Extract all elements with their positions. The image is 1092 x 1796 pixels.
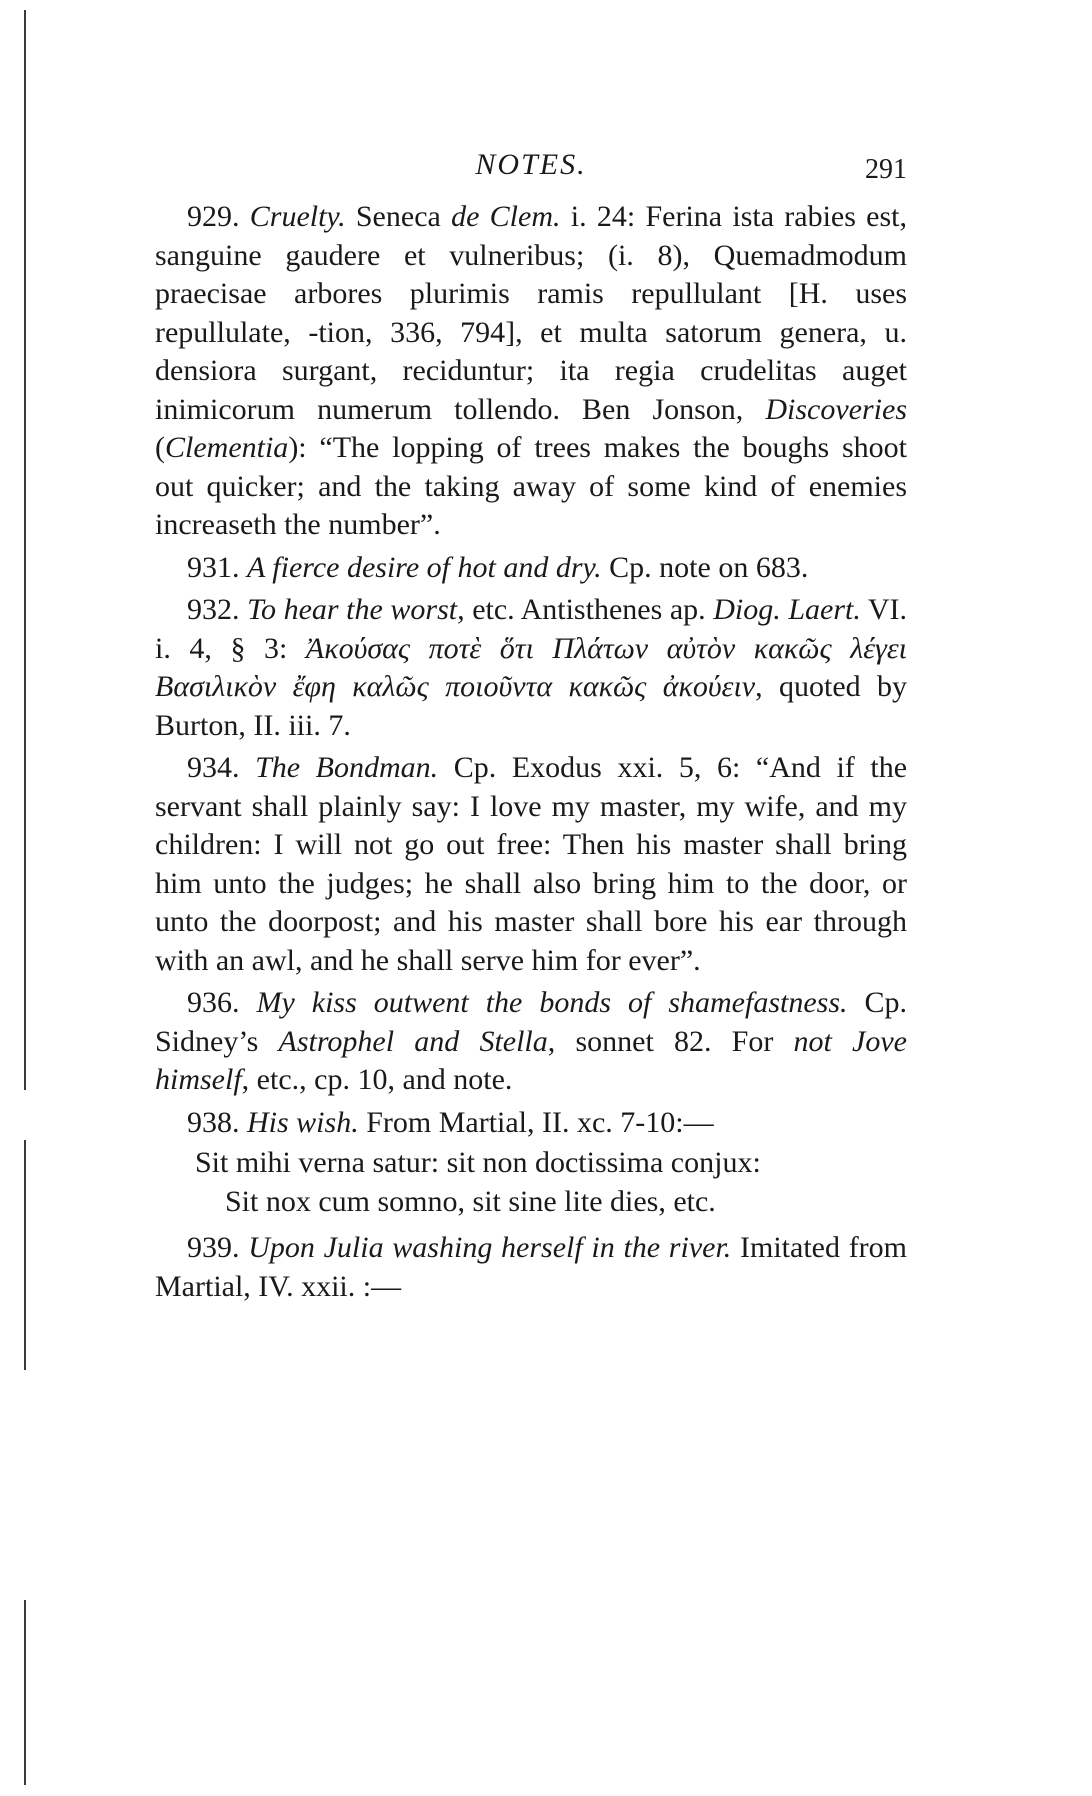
verse-line-2: Sit nox cum somno, sit sine lite dies, etc. — [225, 1184, 716, 1218]
italic-run: not Jove himself — [155, 1024, 907, 1096]
note-body — [366, 1106, 713, 1139]
page-edge-line — [24, 10, 26, 1090]
note-lemma: My kiss outwent the bonds of shamefastness. — [256, 986, 848, 1019]
page — [155, 138, 907, 1310]
note-lemma: The Bondman. — [255, 751, 439, 784]
running-title: NOTES. — [475, 148, 587, 181]
italic-run: Ἀκούσας ποτὲ ὅτι Πλάτων αὐτὸν κακῶς λέγει Βασιλικὸν ἔφη καλῶς ποιοῦντα κακῶς ἀκούειν — [155, 631, 907, 703]
note-number: 931. — [187, 550, 240, 584]
note-body — [155, 200, 907, 541]
note-936 — [155, 984, 907, 1100]
note-lemma: To hear the worst, — [247, 593, 465, 626]
note-lemma: Upon Julia washing herself in the river. — [248, 1231, 732, 1264]
note-931 — [155, 549, 907, 588]
note-body — [609, 551, 808, 584]
note-lemma: A fierce desire of hot and dry. — [247, 550, 602, 584]
text-run: Cp. note on 683. — [609, 550, 809, 584]
italic-run: Clementia — [165, 431, 289, 464]
note-number: 938. — [187, 1105, 240, 1139]
notes-section — [155, 198, 907, 1306]
note-number: 932. — [187, 593, 240, 626]
note-939 — [155, 1229, 907, 1306]
note-number: 936. — [187, 986, 240, 1019]
text-run: VI. i. 4, § 3: — [155, 593, 908, 665]
page-edge-line-lower — [24, 1140, 26, 1370]
text-run: , sonnet 82. For — [547, 1024, 794, 1058]
italic-run: Astrophel and Stella — [278, 1024, 548, 1058]
page-number: 291 — [865, 154, 907, 185]
text-run: Cp. Sidney’s — [155, 986, 907, 1058]
note-932 — [155, 591, 907, 745]
note-lemma: His wish. — [247, 1105, 359, 1139]
text-run: , etc., cp. 10, and note. — [241, 1063, 513, 1096]
text-run: Imitated from Martial, IV. xxii. :— — [155, 1231, 908, 1303]
note-929 — [155, 198, 907, 545]
text-run: Seneca — [355, 200, 452, 233]
italic-run: Discoveries — [765, 392, 907, 426]
note-body — [155, 751, 907, 977]
running-head — [155, 138, 907, 198]
text-run: , quoted by Burton, II. iii. 7. — [155, 670, 907, 742]
italic-run: de Clem. — [451, 200, 561, 233]
text-run: From Martial, II. xc. 7-10:— — [366, 1105, 714, 1139]
text-run: Cp. Exodus xxi. 5, 6: “And if the servant shall plainly say: I love my master, my wife, and my children: I will not go out free: Then his master shall bring him unto the judges; he shall also bring him to the door, or unto the doorpost; and his master shall bore his ear through with an awl, and he shall serve him for ever”. — [155, 751, 908, 977]
note-938 — [155, 1104, 907, 1143]
text-run: etc. Antisthenes ap. — [472, 593, 714, 626]
text-run: ): “The lopping of trees makes the boughs shoot out quicker; and the taking away of some kind of enemies increaseth the number”. — [155, 431, 907, 541]
text-run: ( — [155, 431, 165, 464]
note-lemma: Cruelty. — [249, 200, 346, 233]
note-934 — [155, 749, 907, 980]
verse-line-1: Sit mihi verna satur: sit non doctissima conjux: — [195, 1146, 761, 1179]
note-number: 929. — [187, 200, 240, 233]
text-run: i. 24: Ferina ista rabies est, sanguine gaudere et vulneribus; (i. 8), Quemadmodum praecisae arbores plurimis ramis repullulant [H. uses repullulate, -tion, 336, 794], et multa satorum genera, u. densiora surgant, reciduntur; ita regia crudelitas auget inimicorum numerum tollendo. Ben Jonson, — [155, 200, 908, 426]
page-edge-line-bottom — [24, 1600, 26, 1785]
note-number: 939. — [187, 1231, 240, 1264]
note-number: 934. — [187, 751, 240, 784]
italic-run: Diog. Laert. — [713, 593, 861, 626]
